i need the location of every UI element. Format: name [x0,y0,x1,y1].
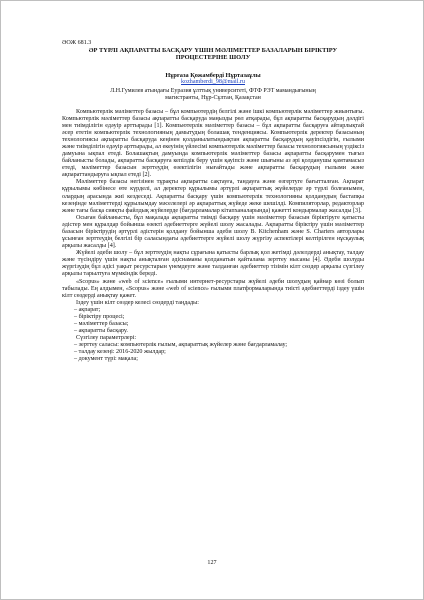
filter-item: – документ түрі: мақала; [74,356,138,363]
affiliation-line-1: Л.Н.Гумилев атындағы Еуразия ұлттық университеті, ФТФ РЭТ мамандығының [110,88,316,95]
keyword-item: – ақпарат; [74,306,101,313]
paragraph: Осыған байланысты, бұл мақалада ақпаратты тиімді басқару үшін мәліметтер базасын біріктіруге қатысты әдістер мен құралдар бойынша өзекті әдебиеттерге жүйелі шолу жасалады. Ақпаратты біріктіру үшін мәліметтер базасын біріктірудің әртүрлі әдістерін қолдану бойынша әдеби шолу B. Kitchenham және S. Charters авторлары ұсынған зерттеудің белгілі бір саласындағы әдебиеттерге жүйелі шолу жүргізу аспектілері келтірілген нұсқаулық арқылы жасалды [4]. [62,214,364,250]
keywords-intro: Іздеу үшін кілт сөздер келесі сөздерді таңдады: [76,299,199,306]
filter-item: – талдау кезеңі: 2016-2020 жылдар; [74,349,166,356]
page-number: 127 [207,560,217,566]
udc-code: ӘОЖ 681.3 [62,40,92,46]
keyword-item: – мәліметтер базасы; [74,320,129,327]
paragraph: Жүйелі әдеби шолу – бұл зерттеудің нақты сұрағына қатысты барлық қол жетімді дәлелдерді анықтау, талдау және түсіндіру үшін нақты анықталған әдіснаманы қолданатын қайталама зерттеу нысаны [4]. Әдеби шолуды жүргізудің бұл әдісі уақыт ресурстарын үнемдеуге және талданған әдебиеттер тізімін кілт сөздер арқылы сүзгілеу арқылы тарылтуға мүмкіндік береді. [62,250,364,278]
article-title [62,47,364,62]
title-line-2: ПРОЦЕСТЕРІНЕ ШОЛУ [175,54,251,62]
author-email[interactable]: kozhamberdi_98@mail.ru [181,79,245,86]
paragraph: Компьютерлік мәліметтер базасы – бұл компьютердің белгілі жəне ішкі компьютерлік мәліметтер жиынтығы. Компьютерлік мәліметтер базасы ақпаратты басқаруда маңызды рөл атқарады, бұл ақпаратты басқарудың дәлдігі мен тиімділігін едәуір арттырады [1]. Компьютерлік мәліметтер базасы – бұл ақпаратты басқаруға айтарлықтай әсер ететін компьютерлік технологияның дамытудың болашақ тенденциясы. Компьютерлік деректер базасының технологиясы ақпаратты басқаруда кеңінен қолданылатындықтан ақпаратты басқарудың қауіпсіздігін, ғылыми және тиімділігін едәуір арттырады, ал екеуінің үйлесімі компьютерлік мәліметтер базасы технологиясының үздіксіз дамуына ықпал етеді. Болашақтың дамуында компьютерлік мәліметтер базасы ақпаратты басқарумен тығыз байланысты болады, ақпаратты басқаруға кепілдік беру үшін қауіпсіз және шығыны аз әрі қолданушы қамтамасыз етеді, мәліметтер базасын зерттеудің өзектілігін нығайтады және ақпаратты басқарудың ғылыми және ақпараттандыруға ықпал етеді [2]. [62,108,364,179]
affiliation-line-2: магистранты, Нұр-Сұлтан, Қазақстан [165,95,261,102]
paragraph: Мәліметтер базасы негізінен тұрақты ақпаратты сақтауға, тандауға және өзгертуге бағытталған. Ақпарат құрылымы көбінесе өте күрделі, ал деректер құрылымы әртүрлі ақпараттық жүйелерде әр түрлі болғанымен, олардың арасында жиі кездеседі. Ақпаратты басқару үшін компьютерлік технологияны қолданудың бастапқы кезеңінде мәліметтерді құрылымдау мәселелері әр ақпараттық жүйеде жеке шешілді. Компиляторлар, редакторлар және тағы басқа сияқты файлдық жүйелерде (бағдарламалар кітапханаларында) қажетті кондырмалар жасалды [3]. [62,179,364,214]
filter-item: – зерттеу саласы: компьютерлік ғылым, ақпараттық жүйелер және бағдарламалау; [74,342,288,349]
keyword-item: – біріктіру процесі; [74,313,125,320]
filters-intro: Сүзгілеу параметрлері: [76,335,137,342]
author-name: Нұрғаза Қожамбердi Нұртазаұлы [165,71,261,79]
paragraph: «Scopus» және «web of science» ғылыми интернет-ресурстары жүйелі әдеби шолудың қайнар көзі болып табылады. Ең алдымен, «Scopus» және «web of science» ғылыми платформаларында тиісті әдебиеттерді іздеу үшін кілт сөздерді анықтау қажет. [62,278,364,299]
article [62,40,364,363]
title-line-1: ӘР ТҮРЛІ АҚПАРАТТЫ БАСҚАРУ ҮШІН МӘЛІМЕТТЕР БАЗАЛАРЫН БІРІКТІРУ [88,47,338,54]
keyword-item: – ақпаратты басқару. [74,328,128,335]
